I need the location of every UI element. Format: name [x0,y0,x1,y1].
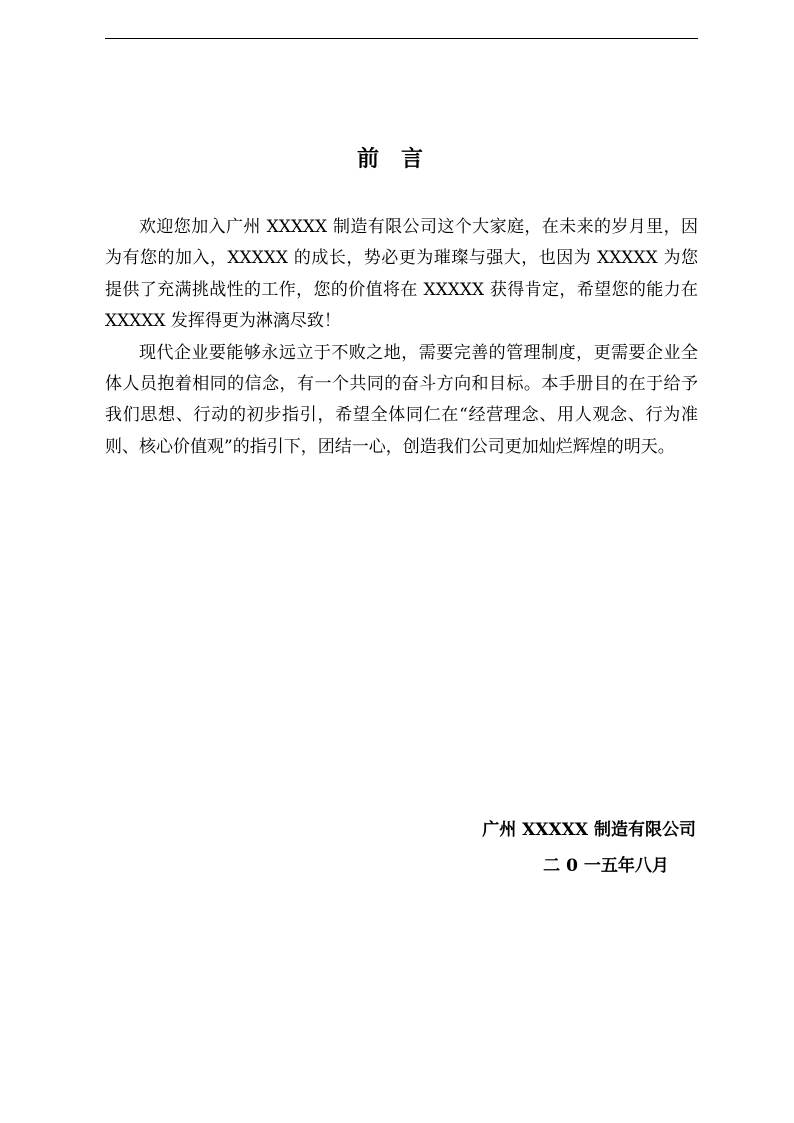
signature-date: 二 0 一五年八月 [543,856,669,876]
signature-company: 广州 XXXXX 制造有限公司 [482,820,696,840]
page-title: 前言 [356,146,445,172]
paragraph-welcome: 欢迎您加入广州 XXXXX 制造有限公司这个大家庭，在未来的岁月里，因为有您的加入，XXXXX 的成长，势必更为璀璨与强大，也因为 XXXXX 为您提供了充满挑战性的工作，您的价值将在 XXXXX 获得肯定，希望您的能力在 XXXXX 发挥得更为淋漓尽致！ [105,217,698,332]
signature-block [420,812,696,884]
paragraph-mission: 现代企业要能够永远立于不败之地，需要完善的管理制度，更需要企业全体人员抱着相同的信念，有一个共同的奋斗方向和目标。本手册目的在于给予我们思想、行动的初步指引，希望全体同仁在“经营理念、用人观念、行为准则、核心价值观”的指引下，团结一心，创造我们公司更加灿烂辉煌的明天。 [105,342,698,457]
preface-body [105,212,698,463]
header-rule [105,38,698,39]
